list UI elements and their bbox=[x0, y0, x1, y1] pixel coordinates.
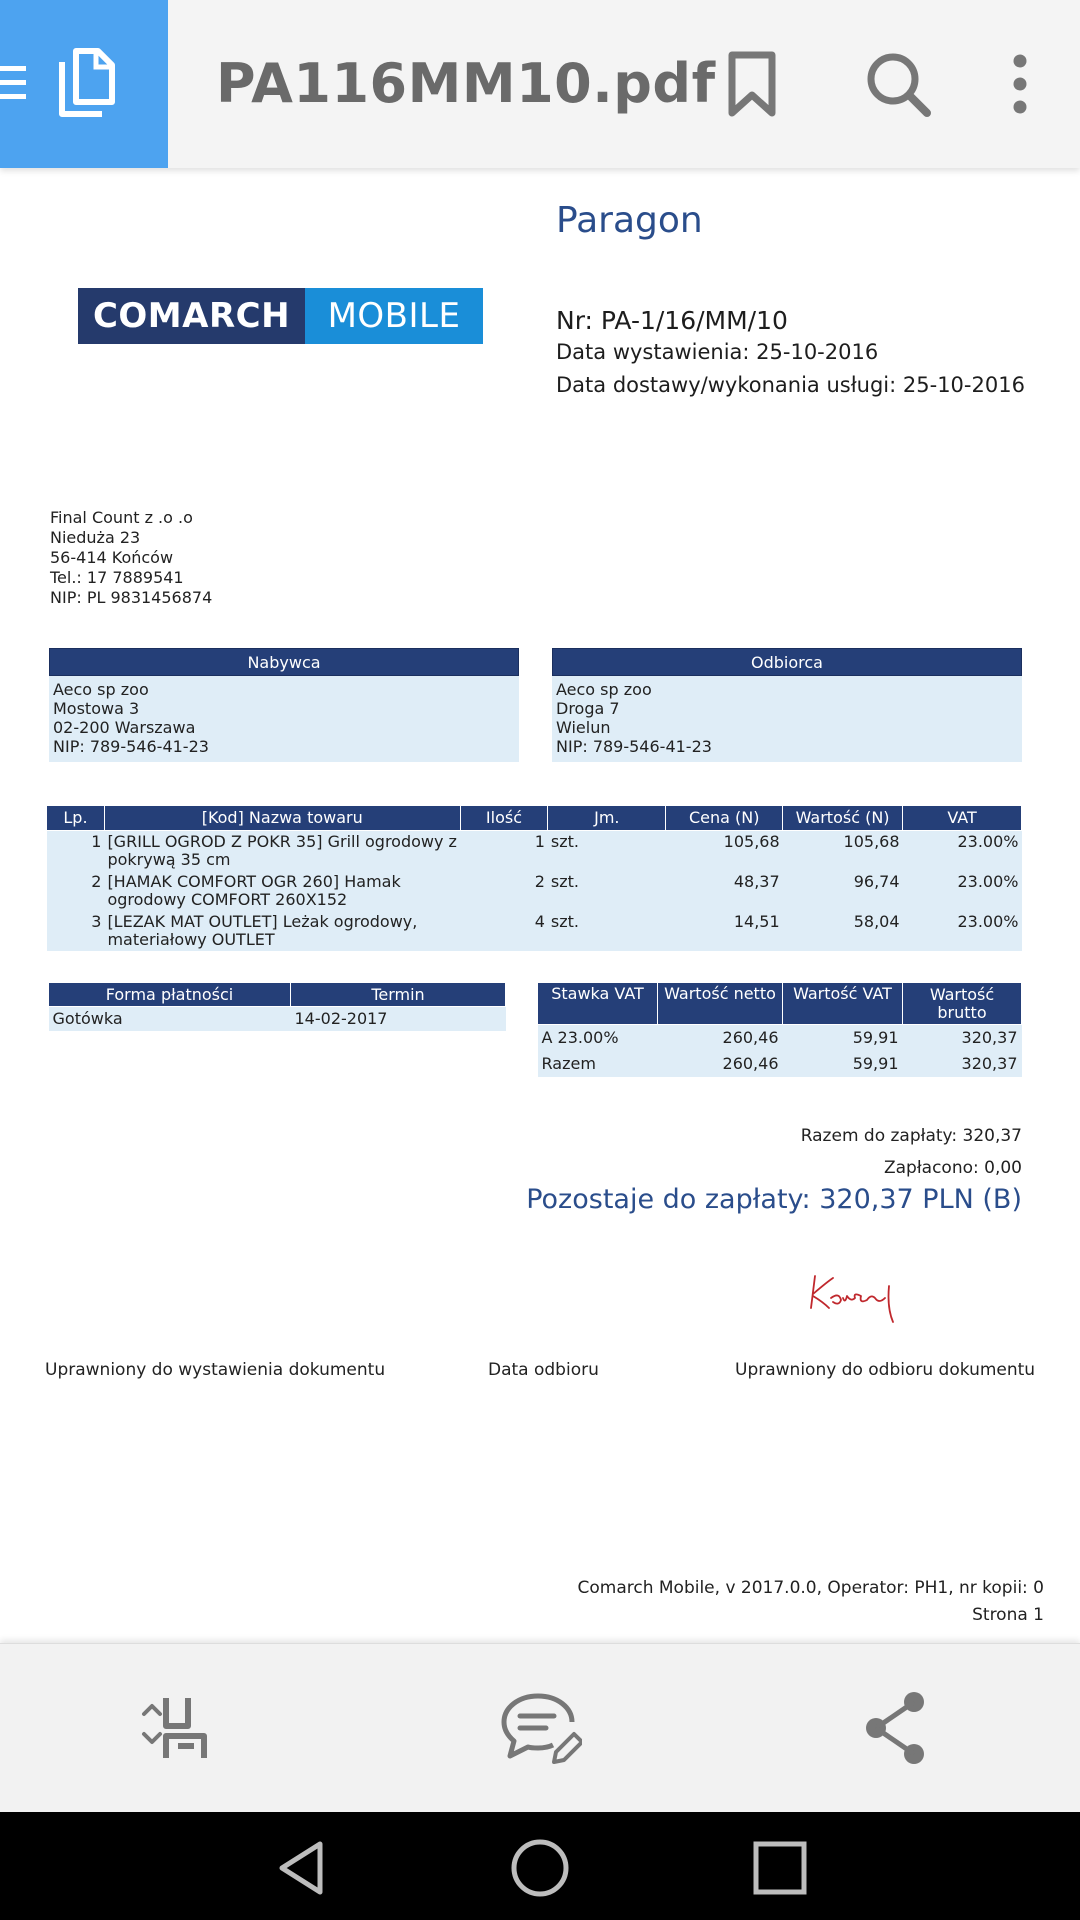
payment-due: 14-02-2017 bbox=[291, 1007, 506, 1031]
item-unit: szt. bbox=[548, 871, 666, 911]
col-price: Cena (N) bbox=[666, 806, 783, 830]
recipient-body bbox=[552, 676, 1022, 762]
item-qty: 1 bbox=[460, 830, 548, 871]
fit-width-button[interactable] bbox=[134, 1686, 218, 1770]
item-value: 105,68 bbox=[783, 830, 903, 871]
buyer-header: Nabywca bbox=[49, 648, 519, 676]
payment-header-row bbox=[49, 983, 506, 1007]
system-navigation-bar bbox=[0, 1812, 1080, 1920]
seller-city: 56-414 Końców bbox=[50, 548, 174, 567]
menu-icon bbox=[0, 66, 26, 100]
issue-date: Data wystawienia: 25-10-2016 bbox=[556, 340, 879, 364]
item-unit: szt. bbox=[548, 911, 666, 951]
company-logo bbox=[78, 288, 483, 344]
receive-date-label: Data odbioru bbox=[488, 1360, 599, 1380]
col-lp: Lp. bbox=[47, 806, 105, 830]
more-options-button[interactable] bbox=[984, 48, 1056, 120]
vat-rate: Razem bbox=[538, 1051, 658, 1077]
total-remaining: Pozostaje do zapłaty: 320,37 PLN (B) bbox=[526, 1184, 1022, 1215]
items-table bbox=[46, 806, 1022, 951]
document-footer-info: Comarch Mobile, v 2017.0.0, Operator: PH1, nr kopii: 0 bbox=[577, 1578, 1044, 1598]
vat-gross: 320,37 bbox=[903, 1051, 1022, 1077]
col-payment-due: Termin bbox=[291, 983, 506, 1007]
pdf-page[interactable] bbox=[0, 168, 1080, 1640]
col-unit: Jm. bbox=[548, 806, 666, 830]
table-row bbox=[47, 911, 1022, 951]
back-icon[interactable] bbox=[272, 1838, 332, 1898]
col-payment-method: Forma płatności bbox=[49, 983, 291, 1007]
document-title: PA116MM10.pdf bbox=[216, 52, 716, 115]
annotate-button[interactable] bbox=[498, 1686, 582, 1770]
item-vat: 23.00% bbox=[903, 830, 1022, 871]
item-vat: 23.00% bbox=[903, 871, 1022, 911]
col-vat-gross bbox=[903, 983, 1022, 1025]
receiver-signature-label: Uprawniony do odbioru dokumentu bbox=[735, 1360, 1036, 1380]
col-vat: VAT bbox=[903, 806, 1022, 830]
col-vat-net: Wartość netto bbox=[658, 983, 783, 1025]
item-price: 105,68 bbox=[666, 830, 783, 871]
seller-street: Nieduża 23 bbox=[50, 528, 141, 547]
search-icon bbox=[865, 51, 931, 117]
table-row bbox=[47, 871, 1022, 911]
buyer-body bbox=[49, 676, 519, 762]
more-vert-icon bbox=[1010, 54, 1030, 114]
vat-gross: 320,37 bbox=[903, 1025, 1022, 1051]
recipient-city: Wielun bbox=[556, 718, 611, 737]
item-price: 14,51 bbox=[666, 911, 783, 951]
buyer-box bbox=[49, 648, 519, 762]
bookmark-icon bbox=[728, 51, 776, 117]
col-name: [Kod] Nazwa towaru bbox=[104, 806, 460, 830]
navigation-button[interactable] bbox=[0, 0, 168, 168]
buyer-nip: NIP: 789-546-41-23 bbox=[53, 737, 209, 756]
issuer-signature-label: Uprawniony do wystawienia dokumentu bbox=[45, 1360, 386, 1380]
logo-right: MOBILE bbox=[305, 288, 483, 344]
item-lp: 2 bbox=[47, 871, 105, 911]
seller-phone: Tel.: 17 7889541 bbox=[50, 568, 184, 587]
recipient-name: Aeco sp zoo bbox=[556, 680, 652, 699]
vat-net: 260,46 bbox=[658, 1025, 783, 1051]
items-header-row bbox=[47, 806, 1022, 830]
vat-amount: 59,91 bbox=[783, 1051, 903, 1077]
col-vat-gross-line2: brutto bbox=[937, 1002, 987, 1022]
vat-summary-table bbox=[537, 982, 1022, 1077]
item-value: 96,74 bbox=[783, 871, 903, 911]
payment-method: Gotówka bbox=[49, 1007, 291, 1031]
col-value: Wartość (N) bbox=[783, 806, 903, 830]
handwritten-signature bbox=[805, 1268, 905, 1328]
share-button[interactable] bbox=[856, 1686, 940, 1770]
item-unit: szt. bbox=[548, 830, 666, 871]
total-to-pay: Razem do zapłaty: 320,37 bbox=[800, 1126, 1022, 1146]
total-paid: Zapłacono: 0,00 bbox=[883, 1158, 1022, 1178]
vat-rate: A 23.00% bbox=[538, 1025, 658, 1051]
item-name bbox=[104, 830, 460, 871]
table-row bbox=[538, 1025, 1022, 1051]
item-vat: 23.00% bbox=[903, 911, 1022, 951]
seller-nip: NIP: PL 9831456874 bbox=[50, 588, 213, 607]
recipient-header: Odbiorca bbox=[552, 648, 1022, 676]
delivery-date: Data dostawy/wykonania usługi: 25-10-2016 bbox=[556, 373, 1025, 397]
col-qty: Ilość bbox=[460, 806, 548, 830]
document-number: Nr: PA-1/16/MM/10 bbox=[556, 306, 788, 335]
col-vat-rate: Stawka VAT bbox=[538, 983, 658, 1025]
item-name-line1: [HAMAK COMFORT OGR 260] Hamak bbox=[107, 871, 401, 891]
home-icon[interactable] bbox=[510, 1838, 570, 1898]
col-vat-gross-line1: Wartość bbox=[929, 984, 995, 1004]
item-value: 58,04 bbox=[783, 911, 903, 951]
fit-width-icon bbox=[134, 1686, 218, 1770]
item-name-line2: pokrywą 35 cm bbox=[107, 849, 231, 869]
app-bar bbox=[0, 0, 1080, 168]
col-vat-amount: Wartość VAT bbox=[783, 983, 903, 1025]
table-row bbox=[47, 830, 1022, 871]
item-name-line1: [GRILL OGROD Z POKR 35] Grill ogrodowy z bbox=[107, 831, 457, 851]
document-heading: Paragon bbox=[556, 200, 703, 241]
item-qty: 2 bbox=[460, 871, 548, 911]
recipient-box bbox=[552, 648, 1022, 762]
recents-icon[interactable] bbox=[750, 1838, 810, 1898]
item-price: 48,37 bbox=[666, 871, 783, 911]
page-number: Strona 1 bbox=[972, 1605, 1044, 1625]
item-lp: 3 bbox=[47, 911, 105, 951]
buyer-name: Aeco sp zoo bbox=[53, 680, 149, 699]
recipient-nip: NIP: 789-546-41-23 bbox=[556, 737, 712, 756]
document-icon bbox=[54, 48, 116, 120]
comment-edit-icon bbox=[498, 1686, 582, 1770]
buyer-city: 02-200 Warszawa bbox=[53, 718, 196, 737]
search-button[interactable] bbox=[862, 48, 934, 120]
payment-table bbox=[48, 982, 506, 1031]
table-row bbox=[538, 1051, 1022, 1077]
recipient-street: Droga 7 bbox=[556, 699, 620, 718]
bottom-toolbar bbox=[0, 1643, 1080, 1812]
logo-left: COMARCH bbox=[78, 288, 305, 344]
table-row bbox=[49, 1007, 506, 1031]
seller-info bbox=[50, 508, 212, 608]
item-name bbox=[104, 871, 460, 911]
item-name bbox=[104, 911, 460, 951]
buyer-street: Mostowa 3 bbox=[53, 699, 140, 718]
item-lp: 1 bbox=[47, 830, 105, 871]
seller-name: Final Count z .o .o bbox=[50, 508, 193, 527]
item-name-line2: materiałowy OUTLET bbox=[107, 929, 275, 949]
vat-header-row bbox=[538, 983, 1022, 1025]
item-name-line2: ogrodowy COMFORT 260X152 bbox=[107, 889, 348, 909]
vat-amount: 59,91 bbox=[783, 1025, 903, 1051]
share-icon bbox=[856, 1686, 940, 1770]
vat-net: 260,46 bbox=[658, 1051, 783, 1077]
item-qty: 4 bbox=[460, 911, 548, 951]
bookmark-button[interactable] bbox=[716, 48, 788, 120]
item-name-line1: [LEZAK MAT OUTLET] Leżak ogrodowy, bbox=[107, 911, 418, 931]
